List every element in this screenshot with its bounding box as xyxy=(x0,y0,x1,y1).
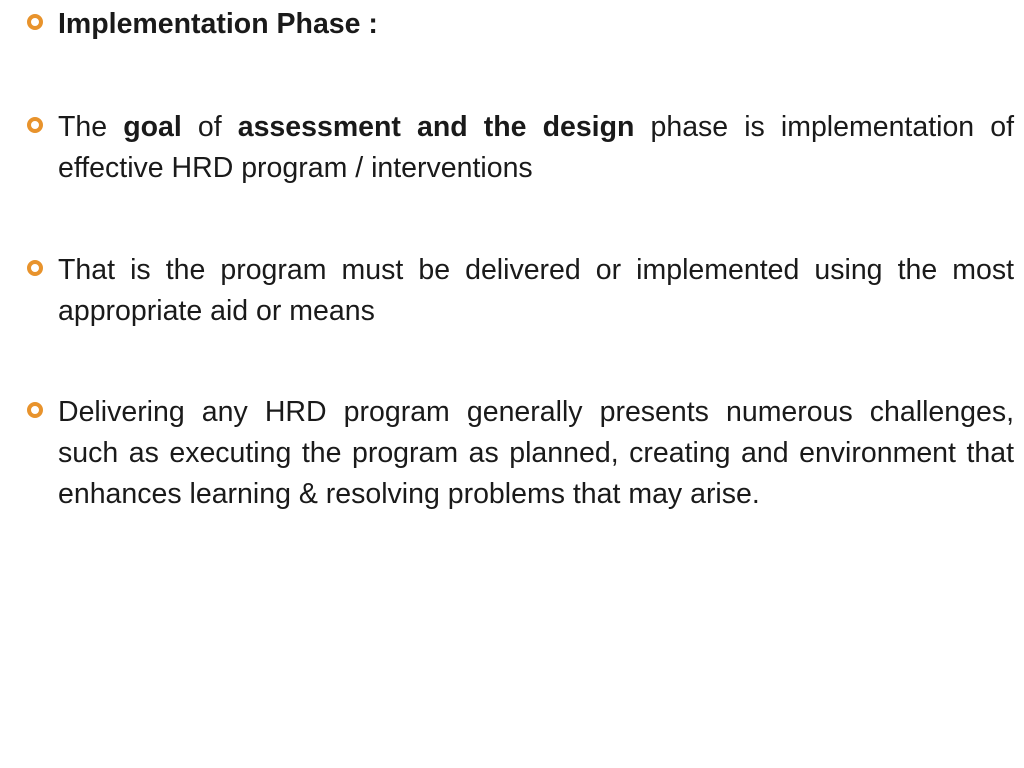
bullet-paragraph: Delivering any HRD program generally presents numerous challenges, such as executing the program as planned, creating and environment that enhances learning & resolving problems that may arise. xyxy=(58,396,1014,510)
bullet-paragraph: That is the program must be delivered or implemented using the most appropriate aid or means xyxy=(58,254,1014,327)
bullet-paragraph xyxy=(58,107,1014,189)
text-run: phase is implementation of effective HRD program / interventions xyxy=(58,111,1014,184)
bullet-item-delivery xyxy=(26,250,1014,340)
bullet-item-challenges xyxy=(26,392,1014,567)
bullet-item-heading xyxy=(26,4,1014,48)
bullet-ring-icon xyxy=(26,259,44,277)
section-heading xyxy=(58,4,1014,45)
bold-run-goal: goal xyxy=(123,111,182,143)
bold-run-assessment: assessment and the design xyxy=(237,111,635,143)
text-run: of xyxy=(181,111,238,143)
bullet-item-goal xyxy=(26,107,1014,197)
text-run: The xyxy=(58,111,124,143)
bullet-ring-icon xyxy=(26,13,44,31)
bullet-ring-icon xyxy=(26,116,44,134)
section-heading-text: Implementation Phase : xyxy=(58,8,378,40)
bullet-ring-icon xyxy=(26,401,44,419)
